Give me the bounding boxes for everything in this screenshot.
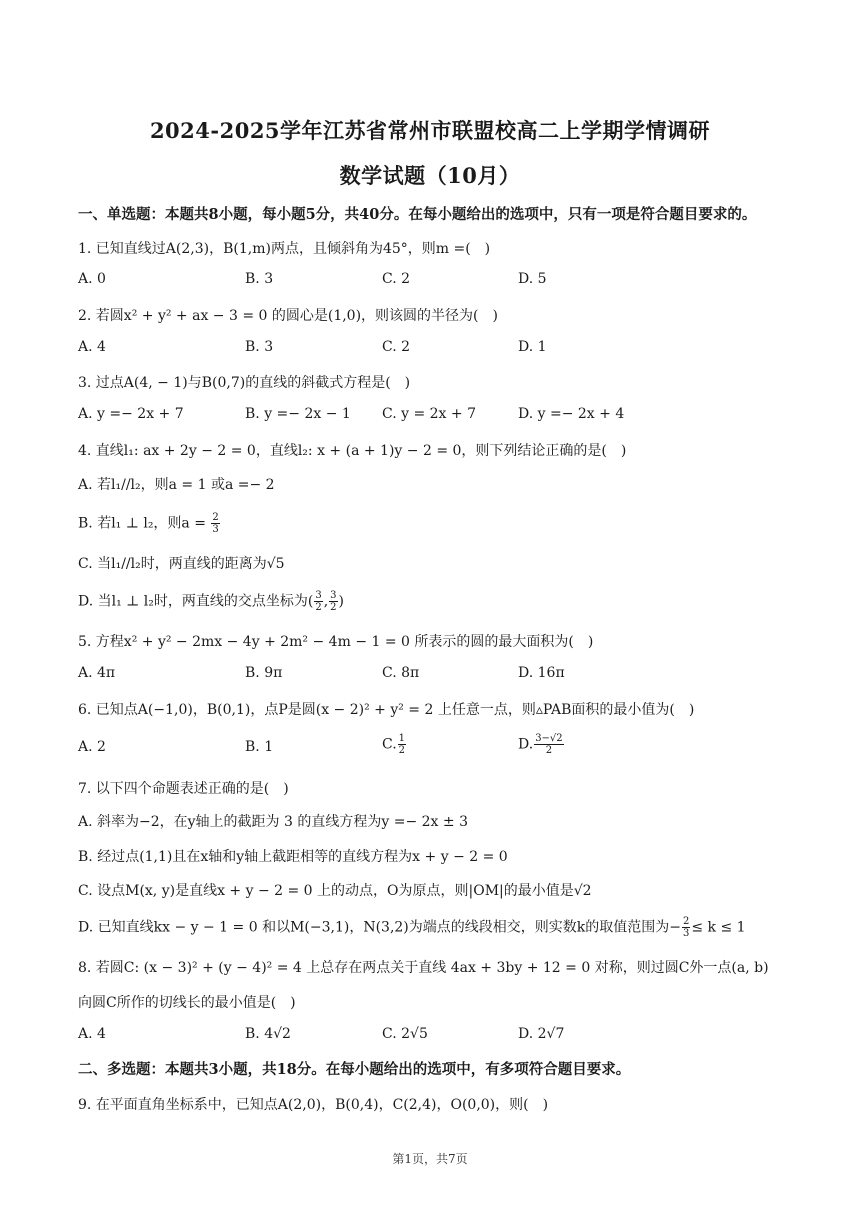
q3-option-b: B. y =− 2x − 1 xyxy=(245,406,351,422)
q5-option-d: D. 16π xyxy=(518,665,565,681)
q4-option-b-text: B. 若l₁ ⊥ l₂，则a = xyxy=(78,515,206,532)
q4-option-b xyxy=(78,512,221,535)
section-heading-single-choice: 一、单选题：本题共8小题，每小题5分，共40分。在每小题给出的选项中，只有一项是符合题目要求的。 xyxy=(78,206,757,223)
exam-subtitle: 数学试题（10月） xyxy=(339,163,521,188)
q4-option-d-fraction-2: $\frac{3}{2}$ xyxy=(330,590,337,613)
q5-option-a: A. 4π xyxy=(78,665,116,681)
exam-title: 2024-2025学年江苏省常州市联盟校高二上学期学情调研 xyxy=(149,118,711,143)
q1-option-c: C. 2 xyxy=(382,271,411,287)
q4-option-d-close: ) xyxy=(338,593,345,610)
question-4-stem: 4. 直线l₁: ax + 2y − 2 = 0，直线l₂: x + (a + 1)y − 2 = 0，则下列结论正确的是( ) xyxy=(78,443,627,459)
question-5-stem: 5. 方程x² + y² − 2mx − 4y + 2m² − 4m − 1 = 0 所表示的圆的最大面积为( ) xyxy=(78,634,594,650)
q7-option-c: C. 设点M(x, y)是直线x + y − 2 = 0 上的动点，O为原点，则|OM|的最小值是√2 xyxy=(78,883,592,899)
q1-option-d: D. 5 xyxy=(518,271,547,287)
q4-option-b-fraction: $\frac{2}{3}$ xyxy=(212,512,219,535)
q2-option-b: B. 3 xyxy=(245,339,274,355)
q2-option-d: D. 1 xyxy=(518,339,547,355)
q8-option-a: A. 4 xyxy=(78,1026,106,1042)
q6-option-d xyxy=(518,733,565,756)
q7-option-b: B. 经过点(1,1)且在x轴和y轴上截距相等的直线方程为x + y − 2 = 0 xyxy=(78,849,508,865)
q1-option-a: A. 0 xyxy=(78,271,106,287)
q7-option-d xyxy=(78,916,746,939)
q7-option-d-fraction: $\frac{2}{3}$ xyxy=(682,916,690,939)
q6-option-c-label: C. xyxy=(382,736,397,753)
q8-option-d: D. 2√7 xyxy=(518,1026,565,1042)
q6-option-c-fraction: $\frac{1}{2}$ xyxy=(398,733,406,756)
q3-option-d: D. y =− 2x + 4 xyxy=(518,406,625,422)
q2-option-c: C. 2 xyxy=(382,339,411,355)
q3-option-a: A. y =− 2x + 7 xyxy=(78,406,184,422)
question-7-stem: 7. 以下四个命题表述正确的是( ) xyxy=(78,781,289,797)
q4-option-a: A. 若l₁//l₂，则a = 1 或a =− 2 xyxy=(78,477,275,493)
q4-option-c: C. 当l₁//l₂时，两直线的距离为√5 xyxy=(78,556,285,572)
q4-option-d-fraction-1: $\frac{3}{2}$ xyxy=(315,590,322,613)
q6-option-d-label: D. xyxy=(518,736,534,753)
q3-option-c: C. y = 2x + 7 xyxy=(382,406,476,422)
q2-option-a: A. 4 xyxy=(78,339,106,355)
q4-option-d: D. 当l₁ ⊥ l₂时，两直线的交点坐标为( $\frac{3}{2}$ , $\frac{3}{2}$ ) xyxy=(78,590,345,613)
section-heading-multiple-choice: 二、多选题：本题共3小题，共18分。在每小题给出的选项中，有多项符合题目要求。 xyxy=(78,1061,631,1078)
q4-option-d-text: D. 当l₁ ⊥ l₂时，两直线的交点坐标为( xyxy=(78,593,314,610)
question-8-stem-line1: 8. 若圆C: (x − 3)² + (y − 4)² = 4 上总存在两点关于直线 4ax + 3by + 12 = 0 对称，则过圆C外一点(a, b) xyxy=(78,960,769,976)
q5-option-c: C. 8π xyxy=(382,665,420,681)
q1-option-b: B. 3 xyxy=(245,271,274,287)
q7-option-d-text: D. 已知直线kx − y − 1 = 0 和以M(−3,1)，N(3,2)为端点的线段相交，则实数k的取值范围为− xyxy=(78,919,681,936)
question-3-stem: 3. 过点A(4, − 1)与B(0,7)的直线的斜截式方程是( ) xyxy=(78,375,411,391)
page-footer: 第1页，共7页 xyxy=(392,1152,468,1166)
question-6-stem: 6. 已知点A(−1,0)，B(0,1)，点P是圆(x − 2)² + y² = 2 上任意一点，则▵PAB面积的最小值为( ) xyxy=(78,702,695,718)
q6-option-d-fraction: $\frac{3-√2}{2}$ xyxy=(535,733,563,756)
question-8-stem-line2: 向圆C所作的切线长的最小值是( ) xyxy=(78,995,296,1011)
q7-option-a: A. 斜率为−2，在y轴上的截距为 3 的直线方程为y =− 2x ± 3 xyxy=(78,814,468,830)
q6-option-a: A. 2 xyxy=(78,739,106,755)
question-2-stem: 2. 若圆x² + y² + ax − 3 = 0 的圆心是(1,0)，则该圆的半径为( ) xyxy=(78,308,498,324)
q7-option-d-range: ≤ k ≤ 1 xyxy=(691,919,746,936)
q8-option-b: B. 4√2 xyxy=(245,1026,291,1042)
q6-option-b: B. 1 xyxy=(245,739,274,755)
q5-option-b: B. 9π xyxy=(245,665,283,681)
q8-option-c: C. 2√5 xyxy=(382,1026,428,1042)
q6-option-c xyxy=(382,733,407,756)
question-9-stem: 9. 在平面直角坐标系中，已知点A(2,0)，B(0,4)，C(2,4)，O(0,0)，则( ) xyxy=(78,1097,549,1113)
question-1-stem: 1. 已知直线过A(2,3)，B(1,m)两点，且倾斜角为45°，则m =( ) xyxy=(78,241,491,257)
